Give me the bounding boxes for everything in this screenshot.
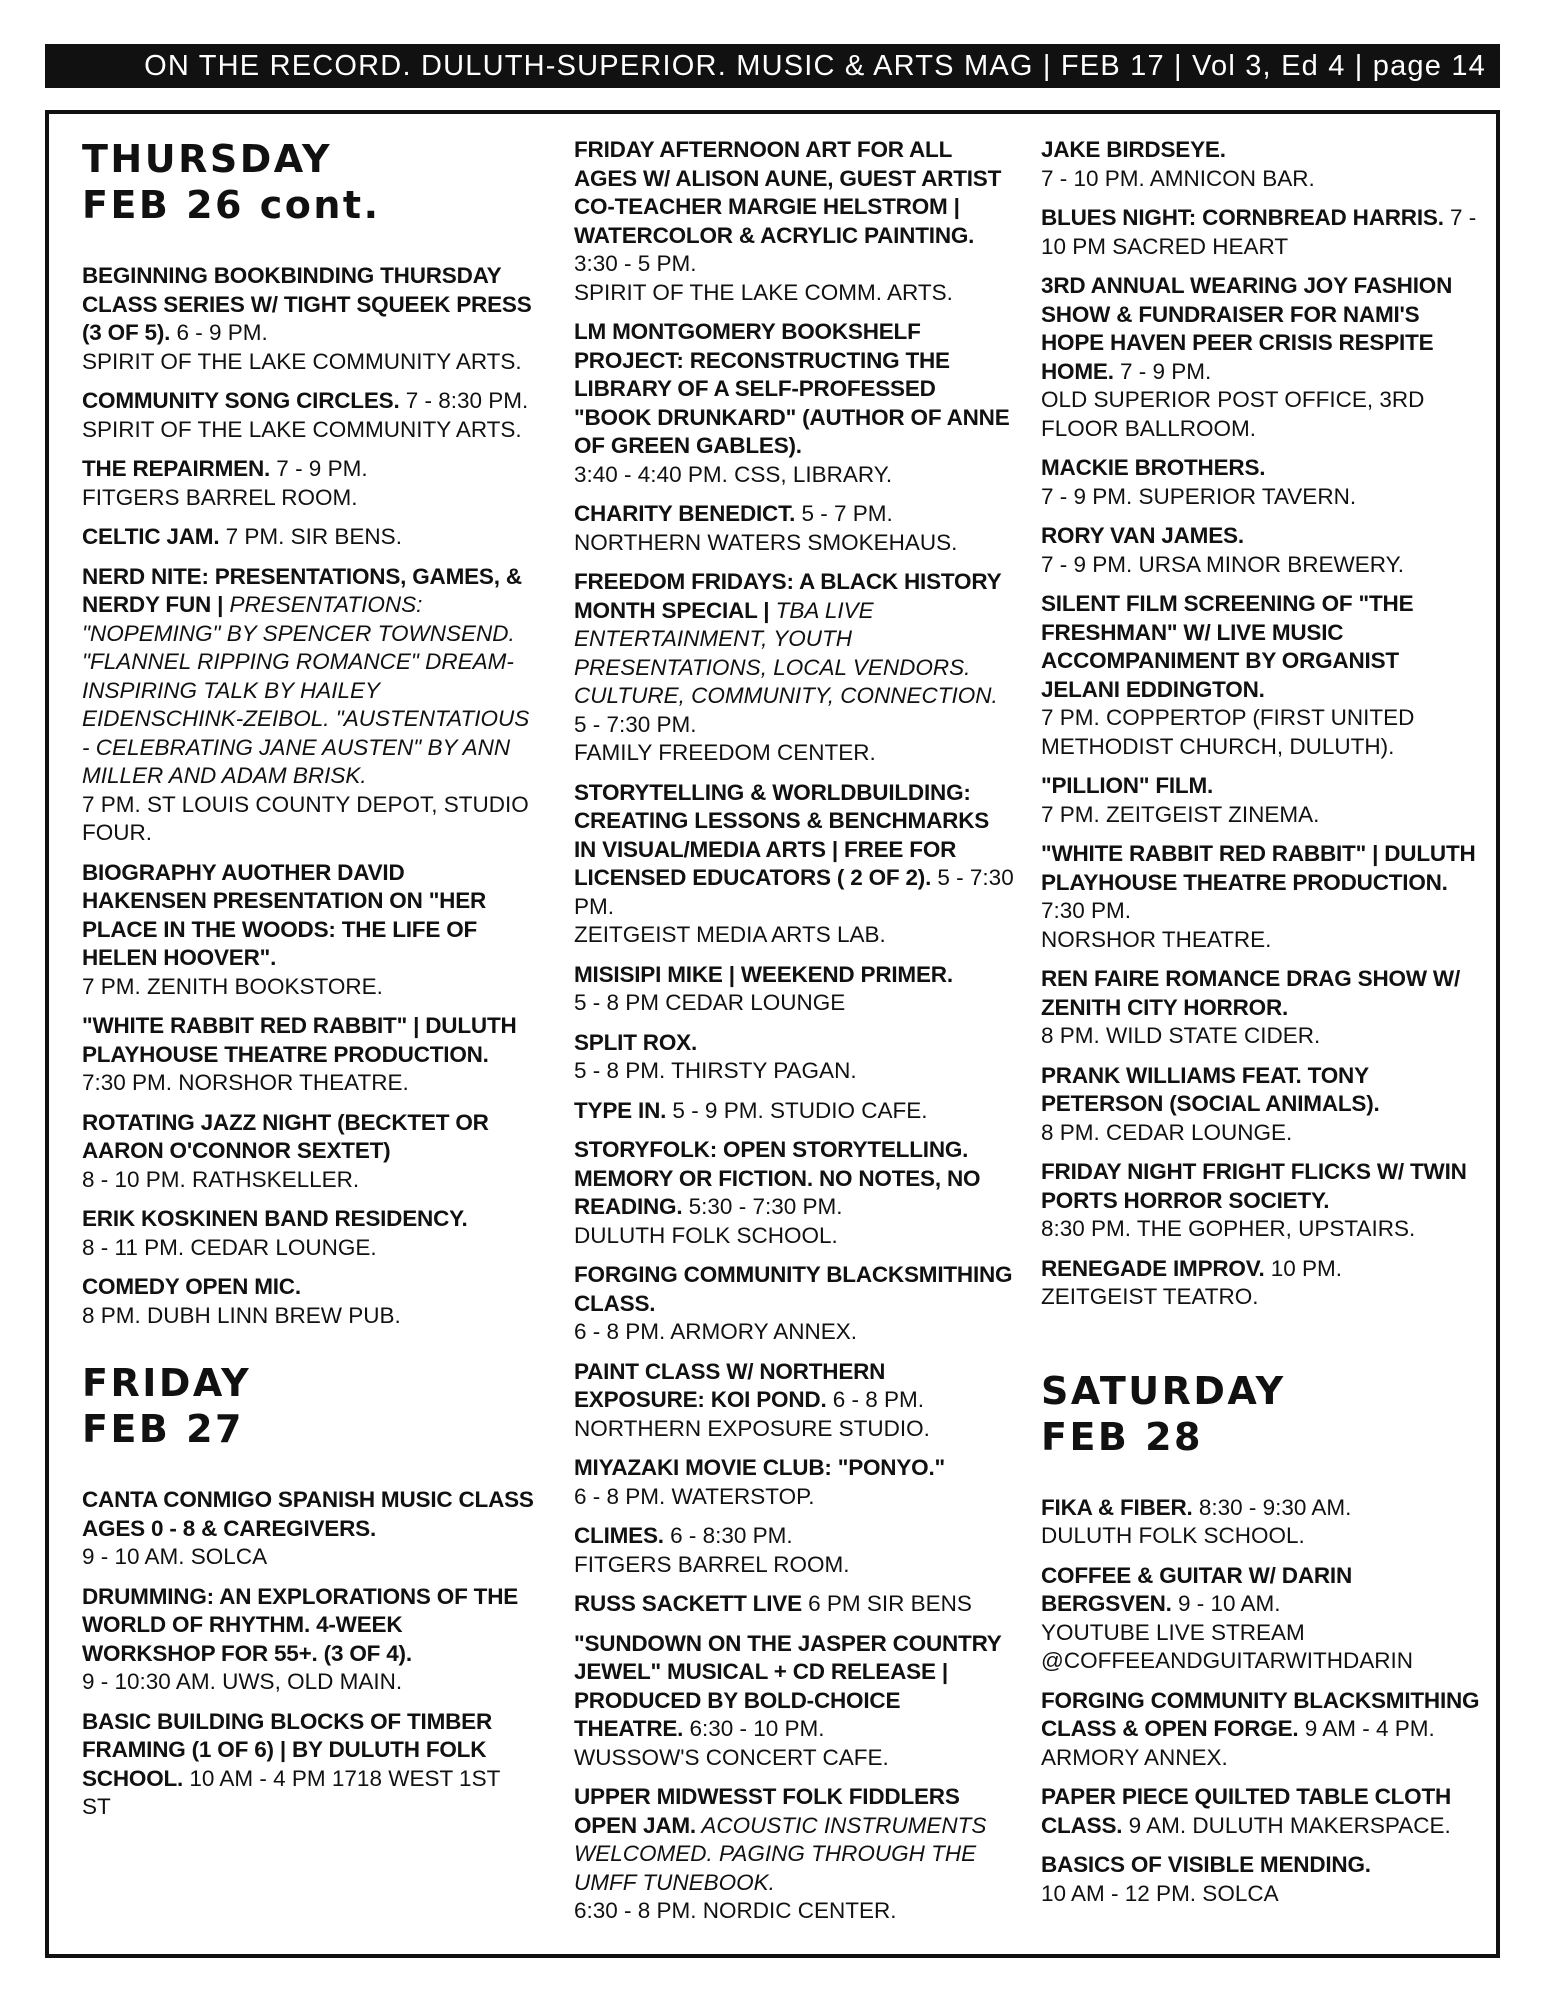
event-venue: YOUTUBE LIVE STREAM @COFFEEANDGUITARWITHDARIN xyxy=(1041,1619,1414,1673)
event-venue: SPIRIT OF THE LAKE COMMUNITY ARTS. xyxy=(82,416,522,442)
event-time: 9 AM. DULUTH MAKERSPACE. xyxy=(1122,1812,1451,1838)
event-venue: 6 - 8 PM. ARMORY ANNEX. xyxy=(574,1319,858,1344)
event-title: SILENT FILM SCREENING OF "THE FRESHMAN" W/ LIVE MUSIC ACCOMPANIMENT BY ORGANIST JELANI EDDINGTON. xyxy=(1041,591,1414,702)
event-listing xyxy=(82,1708,534,1822)
event-listing xyxy=(82,563,534,848)
friday-events-col2 xyxy=(574,136,1014,1926)
event-title: BASIC BUILDING BLOCKS OF TIMBER FRAMING (1 OF 6) | BY DULUTH FOLK SCHOOL. xyxy=(82,1708,493,1791)
event-title: CANTA CONMIGO SPANISH MUSIC CLASS AGES 0 - 8 & CAREGIVERS. xyxy=(82,1487,534,1541)
event-listing xyxy=(1041,272,1481,443)
event-listing xyxy=(574,1783,1014,1926)
event-listing xyxy=(574,1522,1014,1579)
event-title: UPPER MIDWESST FOLK FIDDLERS OPEN JAM. xyxy=(574,1784,960,1838)
event-venue: 7 - 10 PM. AMNICON BAR. xyxy=(1041,165,1315,191)
saturday-heading xyxy=(1041,1368,1481,1460)
event-listing xyxy=(82,1583,534,1697)
event-title: TYPE IN. xyxy=(574,1097,667,1123)
event-time: 7 - 10 PM SACRED HEART xyxy=(1041,205,1477,259)
event-venue: 8 PM. DUBH LINN BREW PUB. xyxy=(82,1302,401,1328)
event-venue: 6:30 - 8 PM. NORDIC CENTER. xyxy=(574,1898,897,1923)
event-title: JAKE BIRDSEYE. xyxy=(1041,137,1226,162)
event-title: "WHITE RABBIT RED RABBIT" | DULUTH PLAYHOUSE THEATRE PRODUCTION. xyxy=(1041,841,1476,895)
event-title: BIOGRAPHY AUOTHER DAVID HAKENSEN PRESENTATION ON "HER PLACE IN THE WOODS: THE LIFE OF HELEN HOOVER". xyxy=(82,859,487,970)
event-description: ACOUSTIC INSTRUMENTS WELCOMED. PAGING THROUGH THE UMFF TUNEBOOK. xyxy=(574,1812,987,1895)
event-title: RENEGADE IMPROV. xyxy=(1041,1255,1265,1281)
event-listing xyxy=(574,500,1014,557)
event-title: RUSS SACKETT LIVE xyxy=(574,1591,802,1616)
event-time: 5 - 7 PM. xyxy=(795,501,893,526)
event-listing xyxy=(574,1261,1014,1347)
event-title: CLIMES. xyxy=(574,1523,664,1548)
event-venue: NORSHOR THEATRE. xyxy=(1041,926,1272,952)
event-listing xyxy=(82,1273,534,1330)
event-listing xyxy=(574,1097,1014,1126)
event-venue: 7 PM. ZENITH BOOKSTORE. xyxy=(82,973,383,999)
event-time: 7:30 PM. xyxy=(1041,898,1132,923)
day-name: FRIDAY xyxy=(82,1361,252,1405)
event-listing xyxy=(1041,965,1481,1051)
event-listing xyxy=(82,1012,534,1098)
event-title: STORYFOLK: OPEN STORYTELLING. MEMORY OR FICTION. NO NOTES, NO READING. xyxy=(574,1137,981,1219)
thursday-events xyxy=(82,262,534,1330)
event-time: 7 PM. SIR BENS. xyxy=(219,524,402,549)
event-listing xyxy=(82,1486,534,1572)
event-listing xyxy=(574,1590,1014,1619)
event-description: TBA LIVE ENTERTAINMENT, YOUTH PRESENTATIONS, LOCAL VENDORS. CULTURE, COMMUNITY, CONNECTION. xyxy=(574,597,998,708)
event-time: 8:30 - 9:30 AM. xyxy=(1192,1494,1352,1520)
event-title: MISISIPI MIKE | WEEKEND PRIMER. xyxy=(574,961,953,987)
event-time: 6 - 9 PM. xyxy=(170,320,268,345)
event-title: "PILLION" FILM. xyxy=(1041,773,1214,798)
event-title: FORGING COMMUNITY BLACKSMITHING CLASS. xyxy=(574,1262,1013,1316)
event-listing xyxy=(1041,454,1481,511)
event-time: 7 - 9 PM. xyxy=(1113,358,1212,384)
event-listing xyxy=(82,387,534,444)
event-time: 6 - 8:30 PM. xyxy=(663,1523,793,1548)
event-title: MIYAZAKI MOVIE CLUB: "PONYO." xyxy=(574,1455,945,1480)
event-title: "WHITE RABBIT RED RABBIT" | DULUTH PLAYHOUSE THEATRE PRODUCTION. xyxy=(82,1013,517,1067)
event-venue: 8:30 PM. THE GOPHER, UPSTAIRS. xyxy=(1041,1216,1416,1241)
event-venue: ARMORY ANNEX. xyxy=(1041,1744,1228,1770)
event-listing xyxy=(574,568,1014,768)
event-listing xyxy=(1041,1158,1481,1244)
event-venue: 7 PM. ST LOUIS COUNTY DEPOT, STUDIO FOUR. xyxy=(82,791,529,845)
event-venue: 7:30 PM. NORSHOR THEATRE. xyxy=(82,1070,409,1095)
event-listing xyxy=(1041,1783,1481,1840)
event-title: REN FAIRE ROMANCE DRAG SHOW W/ ZENITH CITY HORROR. xyxy=(1041,966,1460,1020)
event-title: ERIK KOSKINEN BAND RESIDENCY. xyxy=(82,1206,468,1231)
day-date: FEB 27 xyxy=(82,1407,244,1451)
event-time: 9 AM - 4 PM. xyxy=(1298,1716,1435,1741)
event-time: 6 - 8 PM. xyxy=(826,1387,925,1412)
event-title: STORYTELLING & WORLDBUILDING: CREATING LESSONS & BENCHMARKS IN VISUAL/MEDIA ARTS | FREE FOR LICENSED EDUCATORS ( 2 OF 2). xyxy=(574,779,990,890)
event-listing xyxy=(1041,590,1481,761)
event-venue: 5 - 8 PM CEDAR LOUNGE xyxy=(574,990,846,1015)
event-title: BEGINNING BOOKBINDING THURSDAY CLASS SERIES W/ TIGHT SQUEEK PRESS xyxy=(82,263,532,317)
event-title: DRUMMING: AN EXPLORATIONS OF THE WORLD OF RHYTHM. 4-WEEK WORKSHOP FOR 55+. (3 OF 4). xyxy=(82,1583,519,1666)
event-title-part: (3 OF 5). xyxy=(82,320,171,345)
event-listing xyxy=(574,1029,1014,1086)
event-title: RORY VAN JAMES. xyxy=(1041,523,1244,548)
event-title: LM MONTGOMERY BOOKSHELF PROJECT: RECONSTRUCTING THE LIBRARY OF A SELF-PROFESSED "BOOK DRUNKARD" (AUTHOR OF ANNE OF GREEN GABLES). xyxy=(574,319,1010,458)
event-title: BASICS OF VISIBLE MENDING. xyxy=(1041,1852,1371,1877)
event-venue: DULUTH FOLK SCHOOL. xyxy=(574,1222,838,1248)
event-venue: DULUTH FOLK SCHOOL. xyxy=(1041,1523,1305,1548)
event-time: 5 - 9 PM. STUDIO CAFE. xyxy=(666,1097,928,1123)
event-time: 5 - 7:30 PM. xyxy=(574,865,1014,919)
day-name: THURSDAY xyxy=(82,137,333,181)
event-venue: NORTHERN WATERS SMOKEHAUS. xyxy=(574,529,958,555)
event-venue: 6 - 8 PM. WATERSTOP. xyxy=(574,1483,815,1509)
event-listing xyxy=(1041,1562,1481,1676)
event-time: 6:30 - 10 PM. xyxy=(683,1716,825,1741)
event-listing xyxy=(1041,1687,1481,1773)
event-title: COFFEE & GUITAR W/ DARIN BERGSVEN. xyxy=(1041,1562,1353,1616)
day-name: SATURDAY xyxy=(1041,1368,1286,1413)
event-listing xyxy=(1041,136,1481,193)
saturday-events xyxy=(1041,1494,1481,1909)
friday-events-col1 xyxy=(82,1486,534,1822)
event-title: NERD NITE: PRESENTATIONS, GAMES, & NERDY FUN | xyxy=(82,563,522,617)
event-listing xyxy=(574,1358,1014,1444)
event-venue: ZEITGEIST MEDIA ARTS LAB. xyxy=(574,922,886,947)
event-time: 5:30 - 7:30 PM. xyxy=(682,1194,843,1219)
event-listing xyxy=(574,1136,1014,1250)
event-time: 10 AM - 4 PM 1718 WEST 1ST ST xyxy=(82,1765,500,1819)
event-title: PAPER PIECE QUILTED TABLE CLOTH CLASS. xyxy=(1041,1784,1452,1838)
event-listing xyxy=(574,1630,1014,1773)
event-listing xyxy=(1041,204,1481,261)
event-title: MACKIE BROTHERS. xyxy=(1041,455,1266,480)
event-title: CHARITY BENEDICT. xyxy=(574,501,796,526)
event-title: COMMUNITY SONG CIRCLES. xyxy=(82,388,400,413)
event-title: PAINT CLASS W/ NORTHERN EXPOSURE: KOI POND. xyxy=(574,1358,886,1412)
event-title: 3RD ANNUAL WEARING JOY FASHION SHOW & FUNDRAISER FOR NAMI'S HOPE HAVEN PEER CRISIS RESPITE HOME. xyxy=(1041,273,1453,384)
column-1 xyxy=(82,136,534,1946)
friday-heading xyxy=(82,1360,534,1452)
event-listing xyxy=(1041,1255,1481,1312)
event-listing xyxy=(574,961,1014,1018)
event-venue: FITGERS BARREL ROOM. xyxy=(574,1551,850,1577)
event-title: BLUES NIGHT: CORNBREAD HARRIS. xyxy=(1041,205,1444,230)
event-time: 6 PM SIR BENS xyxy=(801,1591,972,1616)
event-listing xyxy=(82,455,534,512)
event-venue: 8 - 11 PM. CEDAR LOUNGE. xyxy=(82,1234,377,1260)
event-time: 7 - 9 PM. xyxy=(270,456,368,481)
event-listing xyxy=(574,779,1014,950)
event-listing xyxy=(574,136,1014,307)
event-listing xyxy=(82,523,534,552)
event-title: ROTATING JAZZ NIGHT (BECKTET OR AARON O'CONNOR SEXTET) xyxy=(82,1109,489,1163)
event-venue: 5 - 8 PM. THIRSTY PAGAN. xyxy=(574,1058,857,1083)
event-title: "SUNDOWN ON THE JASPER COUNTRY JEWEL" MUSICAL + CD RELEASE | PRODUCED BY BOLD-CHOICE THEATRE. xyxy=(574,1630,1002,1741)
event-listing xyxy=(1041,1062,1481,1148)
event-venue: SPIRIT OF THE LAKE COMMUNITY ARTS. xyxy=(82,348,522,374)
event-listing xyxy=(1041,840,1481,954)
event-time: 10 PM. xyxy=(1264,1255,1343,1281)
event-venue: ZEITGEIST TEATRO. xyxy=(1041,1284,1259,1309)
event-venue: 3:40 - 4:40 PM. CSS, LIBRARY. xyxy=(574,461,893,487)
event-venue: FAMILY FREEDOM CENTER. xyxy=(574,740,876,765)
event-venue: 7 PM. COPPERTOP (FIRST UNITED METHODIST CHURCH, DULUTH). xyxy=(1041,705,1415,759)
event-time: 5 - 7:30 PM. xyxy=(574,711,697,737)
event-venue: OLD SUPERIOR POST OFFICE, 3RD FLOOR BALLROOM. xyxy=(1041,387,1425,441)
event-listing xyxy=(1041,772,1481,829)
event-venue: NORTHERN EXPOSURE STUDIO. xyxy=(574,1415,930,1441)
event-venue: 8 PM. CEDAR LOUNGE. xyxy=(1041,1119,1293,1145)
column-2 xyxy=(574,136,1014,1946)
event-venue: 8 PM. WILD STATE CIDER. xyxy=(1041,1023,1321,1048)
event-title: PRANK WILLIAMS FEAT. TONY PETERSON (SOCIAL ANIMALS). xyxy=(1041,1062,1380,1116)
event-listing xyxy=(574,318,1014,489)
event-venue: SPIRIT OF THE LAKE COMM. ARTS. xyxy=(574,279,953,305)
event-title: FRIDAY NIGHT FRIGHT FLICKS W/ TWIN PORTS HORROR SOCIETY. xyxy=(1041,1159,1467,1213)
thursday-heading xyxy=(82,136,534,228)
event-listing xyxy=(82,859,534,1002)
event-title: COMEDY OPEN MIC. xyxy=(82,1274,301,1299)
event-listing xyxy=(82,262,534,376)
event-venue: 9 - 10:30 AM. UWS, OLD MAIN. xyxy=(82,1669,403,1694)
event-title: SPLIT ROX. xyxy=(574,1029,698,1055)
day-date: FEB 26 cont. xyxy=(82,183,381,227)
event-venue: 9 - 10 AM. SOLCA xyxy=(82,1544,268,1569)
event-listing xyxy=(1041,522,1481,579)
event-venue: 7 - 9 PM. URSA MINOR BREWERY. xyxy=(1041,551,1404,577)
friday-events-col3 xyxy=(1041,136,1481,1312)
event-time: 3:30 - 5 PM. xyxy=(574,251,697,276)
event-venue: 7 PM. ZEITGEIST ZINEMA. xyxy=(1041,801,1320,827)
event-venue: FITGERS BARREL ROOM. xyxy=(82,484,358,510)
event-title: FRIDAY AFTERNOON ART FOR ALL AGES W/ ALISON AUNE, GUEST ARTIST CO-TEACHER MARGIE HELSTROM | WATERCOLOR & ACRYLIC PAINTING. xyxy=(574,137,1002,248)
event-time: 7 - 8:30 PM. xyxy=(399,388,529,413)
event-venue: 7 - 9 PM. SUPERIOR TAVERN. xyxy=(1041,483,1357,509)
event-title: FIKA & FIBER. xyxy=(1041,1494,1193,1520)
event-listing xyxy=(1041,1851,1481,1908)
column-3 xyxy=(1041,136,1481,1946)
day-date: FEB 28 xyxy=(1041,1414,1203,1459)
event-title: CELTIC JAM. xyxy=(82,524,220,549)
page-header: ON THE RECORD. DULUTH-SUPERIOR. MUSIC & ARTS MAG | FEB 17 | Vol 3, Ed 4 | page 14 xyxy=(45,44,1500,88)
event-listing xyxy=(82,1205,534,1262)
event-venue: 8 - 10 PM. RATHSKELLER. xyxy=(82,1166,360,1192)
event-listing xyxy=(82,1109,534,1195)
event-title: THE REPAIRMEN. xyxy=(82,456,271,481)
event-description: PRESENTATIONS: "NOPEMING" BY SPENCER TOWNSEND. "FLANNEL RIPPING ROMANCE" DREAM-INSPIRING TALK BY HAILEY EIDENSCHINK-ZEIBOL. "AUSTENTATIOUS - CELEBRATING JANE AUSTEN" BY ANN MILLER AND ADAM BRISK. xyxy=(82,592,530,788)
event-listing xyxy=(1041,1494,1481,1551)
event-time: 9 - 10 AM. xyxy=(1171,1591,1281,1616)
event-venue: 10 AM - 12 PM. SOLCA xyxy=(1041,1880,1279,1906)
event-title: FORGING COMMUNITY BLACKSMITHING CLASS & OPEN FORGE. xyxy=(1041,1687,1480,1741)
event-title: FREEDOM FRIDAYS: A BLACK HISTORY MONTH SPECIAL | xyxy=(574,569,1001,623)
event-venue: WUSSOW'S CONCERT CAFE. xyxy=(574,1744,889,1770)
event-listing xyxy=(574,1454,1014,1511)
